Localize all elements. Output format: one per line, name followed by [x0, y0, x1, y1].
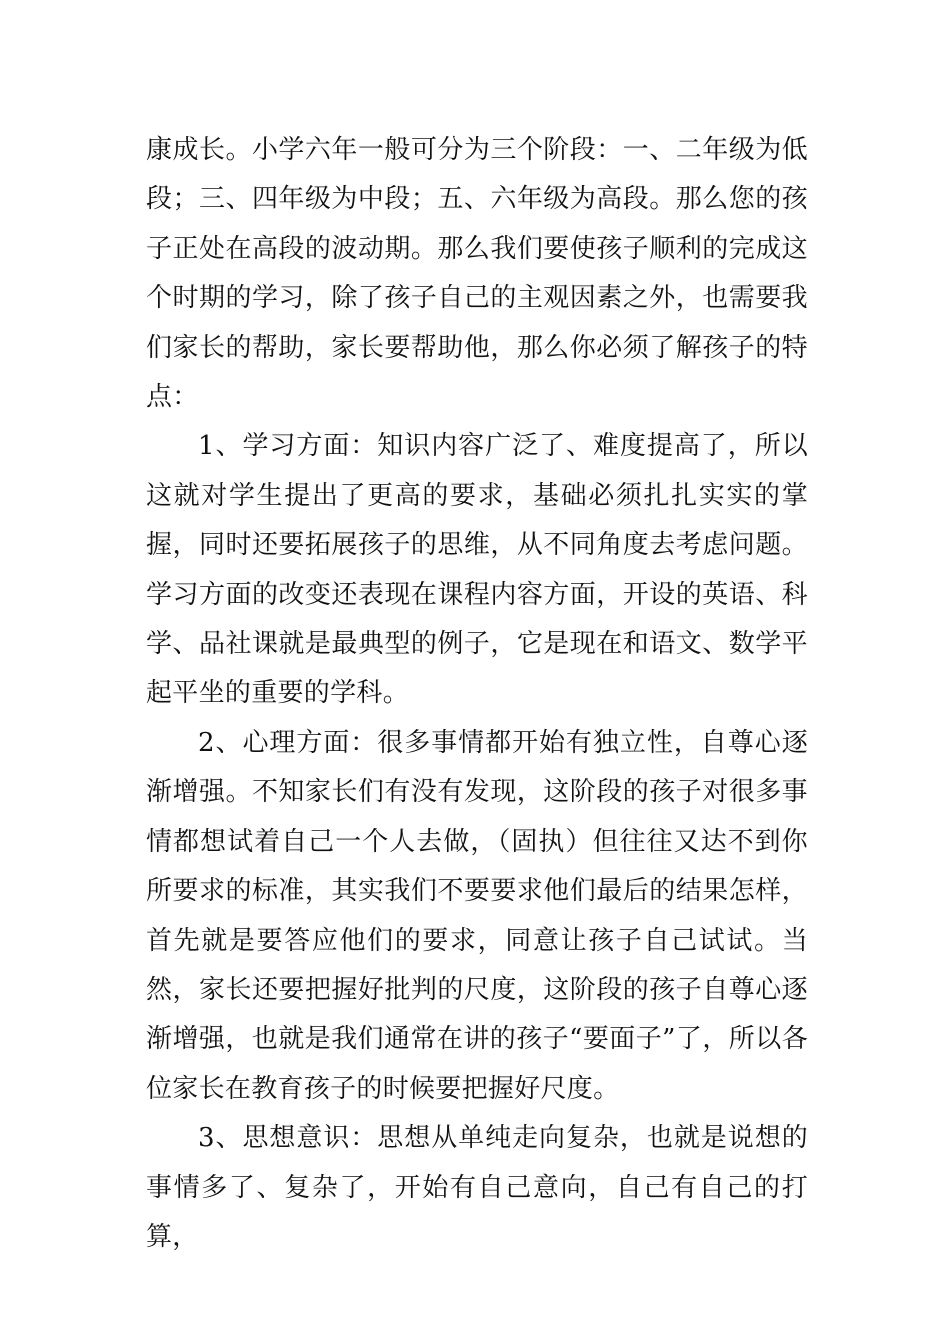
document-body — [146, 126, 808, 1262]
paragraph-study: 1、学习方面：知识内容广泛了、难度提高了，所以这就对学生提出了更高的要求，基础必须扎扎实实的掌握，同时还要拓展孩子的思维，从不同角度去考虑问题。学习方面的改变还表现在课程内容方面，开设的英语、科学、品社课就是最典型的例子，它是现在和语文、数学平起平坐的重要的学科。 — [146, 431, 808, 709]
paragraph-continuation: 康成长。小学六年一般可分为三个阶段：一、二年级为低段；三、四年级为中段；五、六年级为高段。那么您的孩子正处在高段的波动期。那么我们要使孩子顺利的完成这个时期的学习，除了孩子自己的主观因素之外，也需要我们家长的帮助，家长要帮助他，那么你必须了解孩子的特点： — [146, 135, 808, 413]
paragraph-psychology: 2、心理方面：很多事情都开始有独立性，自尊心逐渐增强。不知家长们有没有发现，这阶段的孩子对很多事情都想试着自己一个人去做，（固执）但往往又达不到你所要求的标准，其实我们不要要求他们最后的结果怎样，首先就是要答应他们的要求，同意让孩子自己试试。当然，家长还要把握好批判的尺度，这阶段的孩子自尊心逐渐增强，也就是我们通常在讲的孩子“要面子”了，所以各位家长在教育孩子的时候要把握好尺度。 — [146, 727, 808, 1104]
paragraph-thinking: 3、思想意识：思想从单纯走向复杂，也就是说想的事情多了、复杂了，开始有自己意向，自己有自己的打算， — [146, 1123, 808, 1252]
